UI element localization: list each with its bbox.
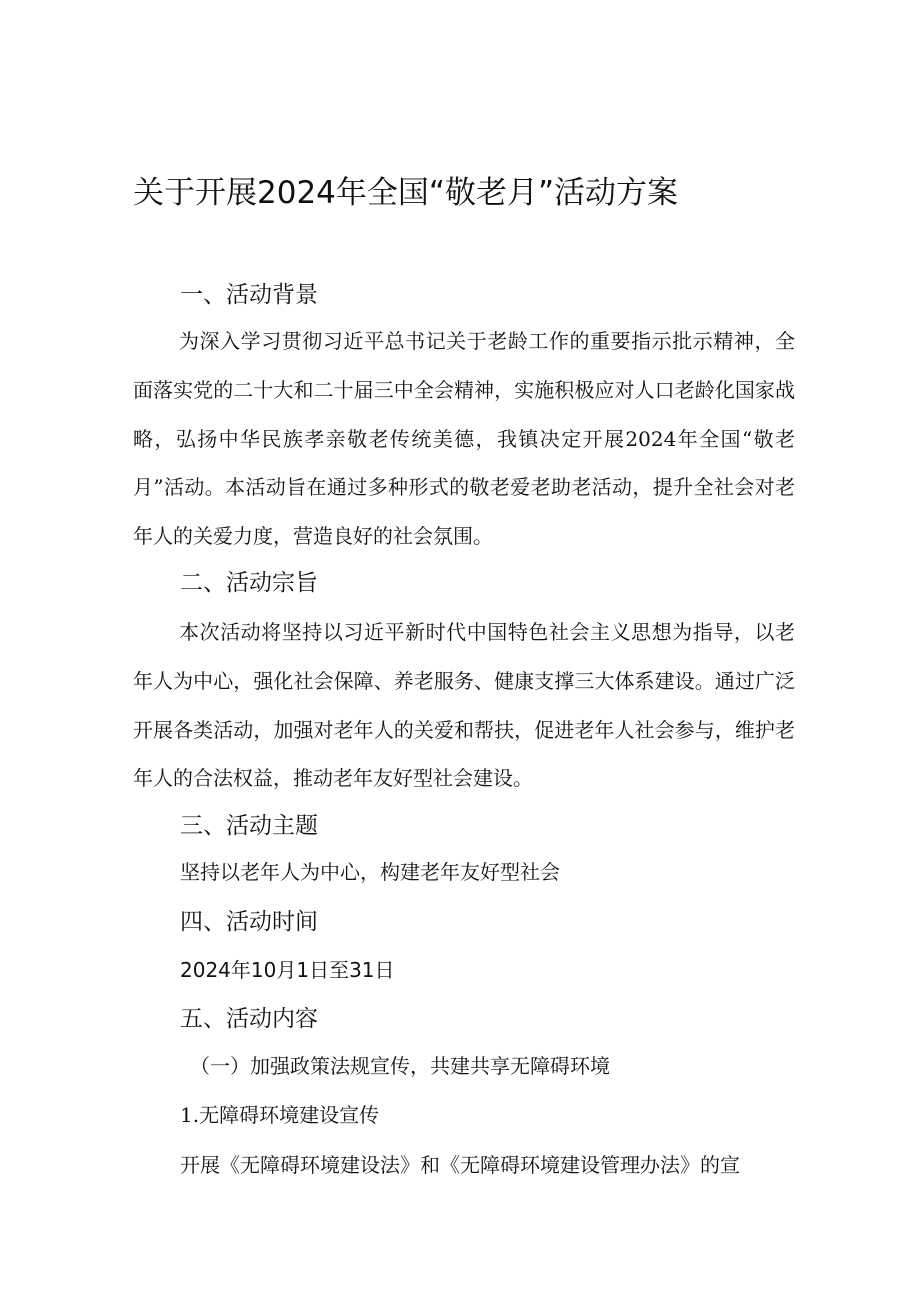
section-body-background: 为深入学习贯彻习近平总书记关于老龄工作的重要指示批示精神，全面落实党的二十大和二十届三中全会精神，实施积极应对人口老龄化国家战略，弘扬中华民族孝亲敬老传统美德，我镇决定开展2024年全国“敬老月”活动。本活动旨在通过多种形式的敬老爱老助老活动，提升全社会对老年人的关爱力度，营造良好的社会氛围。 [133,329,795,549]
section-heading-theme: 三、活动主题 [180,813,318,839]
section-heading-background: 一、活动背景 [180,282,318,308]
section-heading-content: 五、活动内容 [180,1006,318,1032]
document-title: 关于开展2024年全国“敬老月”活动方案 [133,175,679,211]
section-heading-purpose: 二、活动宗旨 [180,570,318,596]
section-heading-time: 四、活动时间 [180,909,318,935]
section-subheading-policy: （一）加强政策法规宣传，共建共享无障碍环境 [190,1054,610,1078]
section-body-theme: 坚持以老年人为中心，构建老年友好型社会 [180,860,560,884]
section-body-purpose: 本次活动将坚持以习近平新时代中国特色社会主义思想为指导，以老年人为中心，强化社会保障、养老服务、健康支撑三大体系建设。通过广泛开展各类活动，加强对老年人的关爱和帮扶，促进老年人社会参与，维护老年人的合法权益，推动老年友好型社会建设。 [133,620,795,791]
section-item-title-accessibility: 1.无障碍环境建设宣传 [180,1103,380,1127]
section-body-time: 2024年10月1日至31日 [180,958,395,982]
section-body-accessibility: 开展《无障碍环境建设法》和《无障碍环境建设管理办法》的宣 [180,1153,740,1177]
